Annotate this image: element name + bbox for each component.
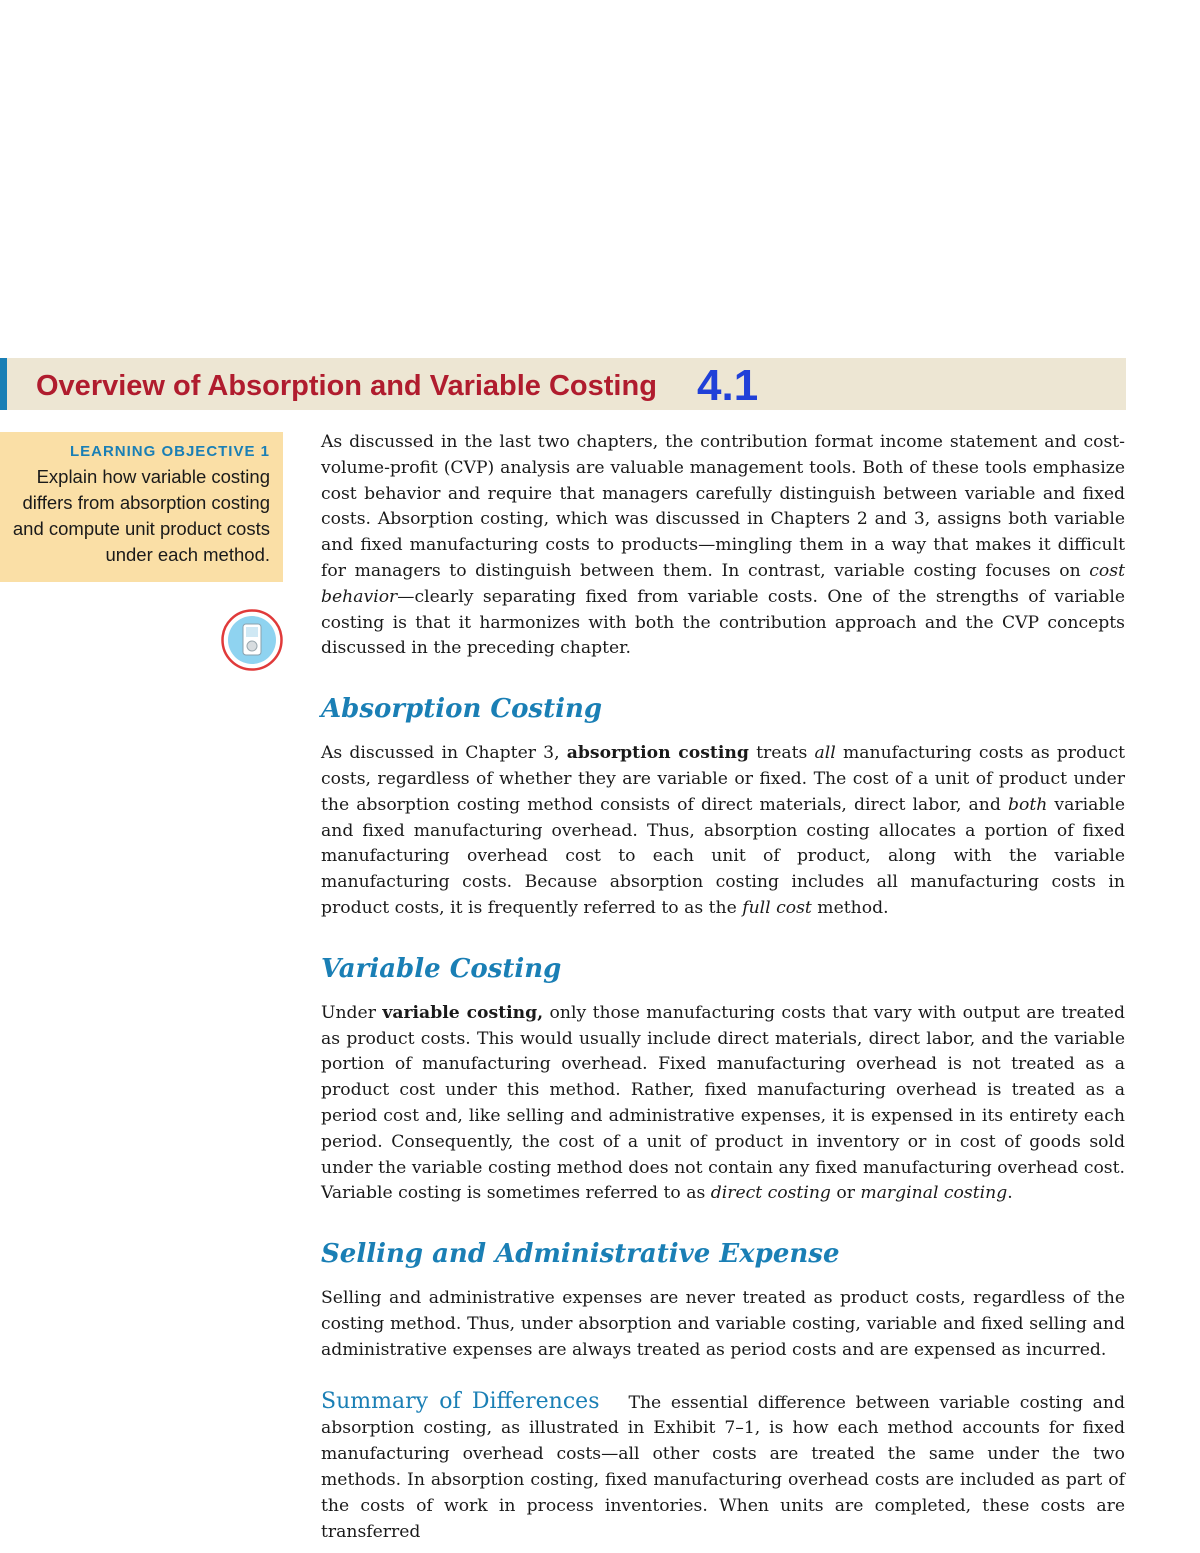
variable-costing-paragraph: Under variable costing, only those manufacturing costs that vary with output are treated as product costs. This would usually include direct materials, direct labor, and the variable portion of manufacturing overhead. Fixed manufacturing overhead is not treated as a product cost under this method. Rather, fixed manufacturing overhead is treated as a period cost and, like selling and administrative expenses, it is expensed in its entirety each period. Consequently, the cost of a unit of product in inventory or in cost of goods sold under the variable costing method does not contain any fixed manufacturing overhead cost. Variable costing is sometimes referred to as direct costing or marginal costing. xyxy=(321,1002,1125,1204)
learning-objective-text: Explain how variable costing differs from absorption costing and compute unit product costs under each method. xyxy=(12,466,270,565)
absorption-costing-paragraph: As discussed in Chapter 3, absorption costing treats all manufacturing costs as product costs, regardless of whether they are variable or fixed. The cost of a unit of product under the absorption costing method consists of direct materials, direct labor, and both variable and fixed manufacturing overhead. Thus, absorption costing allocates a portion of fixed manufacturing overhead cost to each unit of product, along with the variable manufacturing costs. Because absorption costing includes all manufacturing costs in product costs, it is frequently referred to as the full cost method. xyxy=(321,743,1126,918)
section-number: 4.1 xyxy=(697,361,759,410)
main-content xyxy=(321,430,1125,1545)
absorption-costing-heading: Absorption Costing xyxy=(321,694,603,725)
summary-of-differences-heading: Summary of Differences xyxy=(321,1388,600,1414)
selling-admin-expense-paragraph: Selling and administrative expenses are never treated as product costs, regardless of the costing method. Thus, under absorption and variable costing, variable and fixed selling and administrative expenses are always treated as period costs and are expensed as incurred. xyxy=(321,1288,1125,1360)
selling-admin-expense-heading: Selling and Administrative Expense xyxy=(321,1239,840,1270)
section-header-accent xyxy=(0,358,7,410)
summary-of-differences-paragraph: Summary of Differences The essential difference between variable costing and absorption costing, as illustrated in Exhibit 7–1, is how each method accounts for fixed manufacturing overhead costs—all other costs are treated the same under the two methods. In absorption costing, fixed manufacturing overhead costs are included as part of the costs of work in process inventories. When units are completed, these costs are transferred xyxy=(321,1388,1125,1542)
learning-objective-box xyxy=(0,432,283,582)
variable-costing-heading: Variable Costing xyxy=(321,953,562,984)
section-title: Overview of Absorption and Variable Costing xyxy=(36,370,657,402)
media-player-icon[interactable] xyxy=(221,609,283,671)
learning-objective-heading: LEARNING OBJECTIVE 1 xyxy=(69,443,270,460)
intro-paragraph: As discussed in the last two chapters, the contribution format income statement and cost-volume-profit (CVP) analysis are valuable management tools. Both of these tools emphasize cost behavior and require that managers carefully distinguish between variable and fixed costs. Absorption costing, which was discussed in Chapters 2 and 3, assigns both variable and fixed manufacturing costs to products—mingling them in a way that makes it difficult for managers to distinguish between them. In contrast, variable costing focuses on cost behavior—clearly separating fixed from variable costs. One of the strengths of variable costing is that it harmonizes with both the contribution approach and the CVP concepts discussed in the preceding chapter. xyxy=(321,432,1125,659)
